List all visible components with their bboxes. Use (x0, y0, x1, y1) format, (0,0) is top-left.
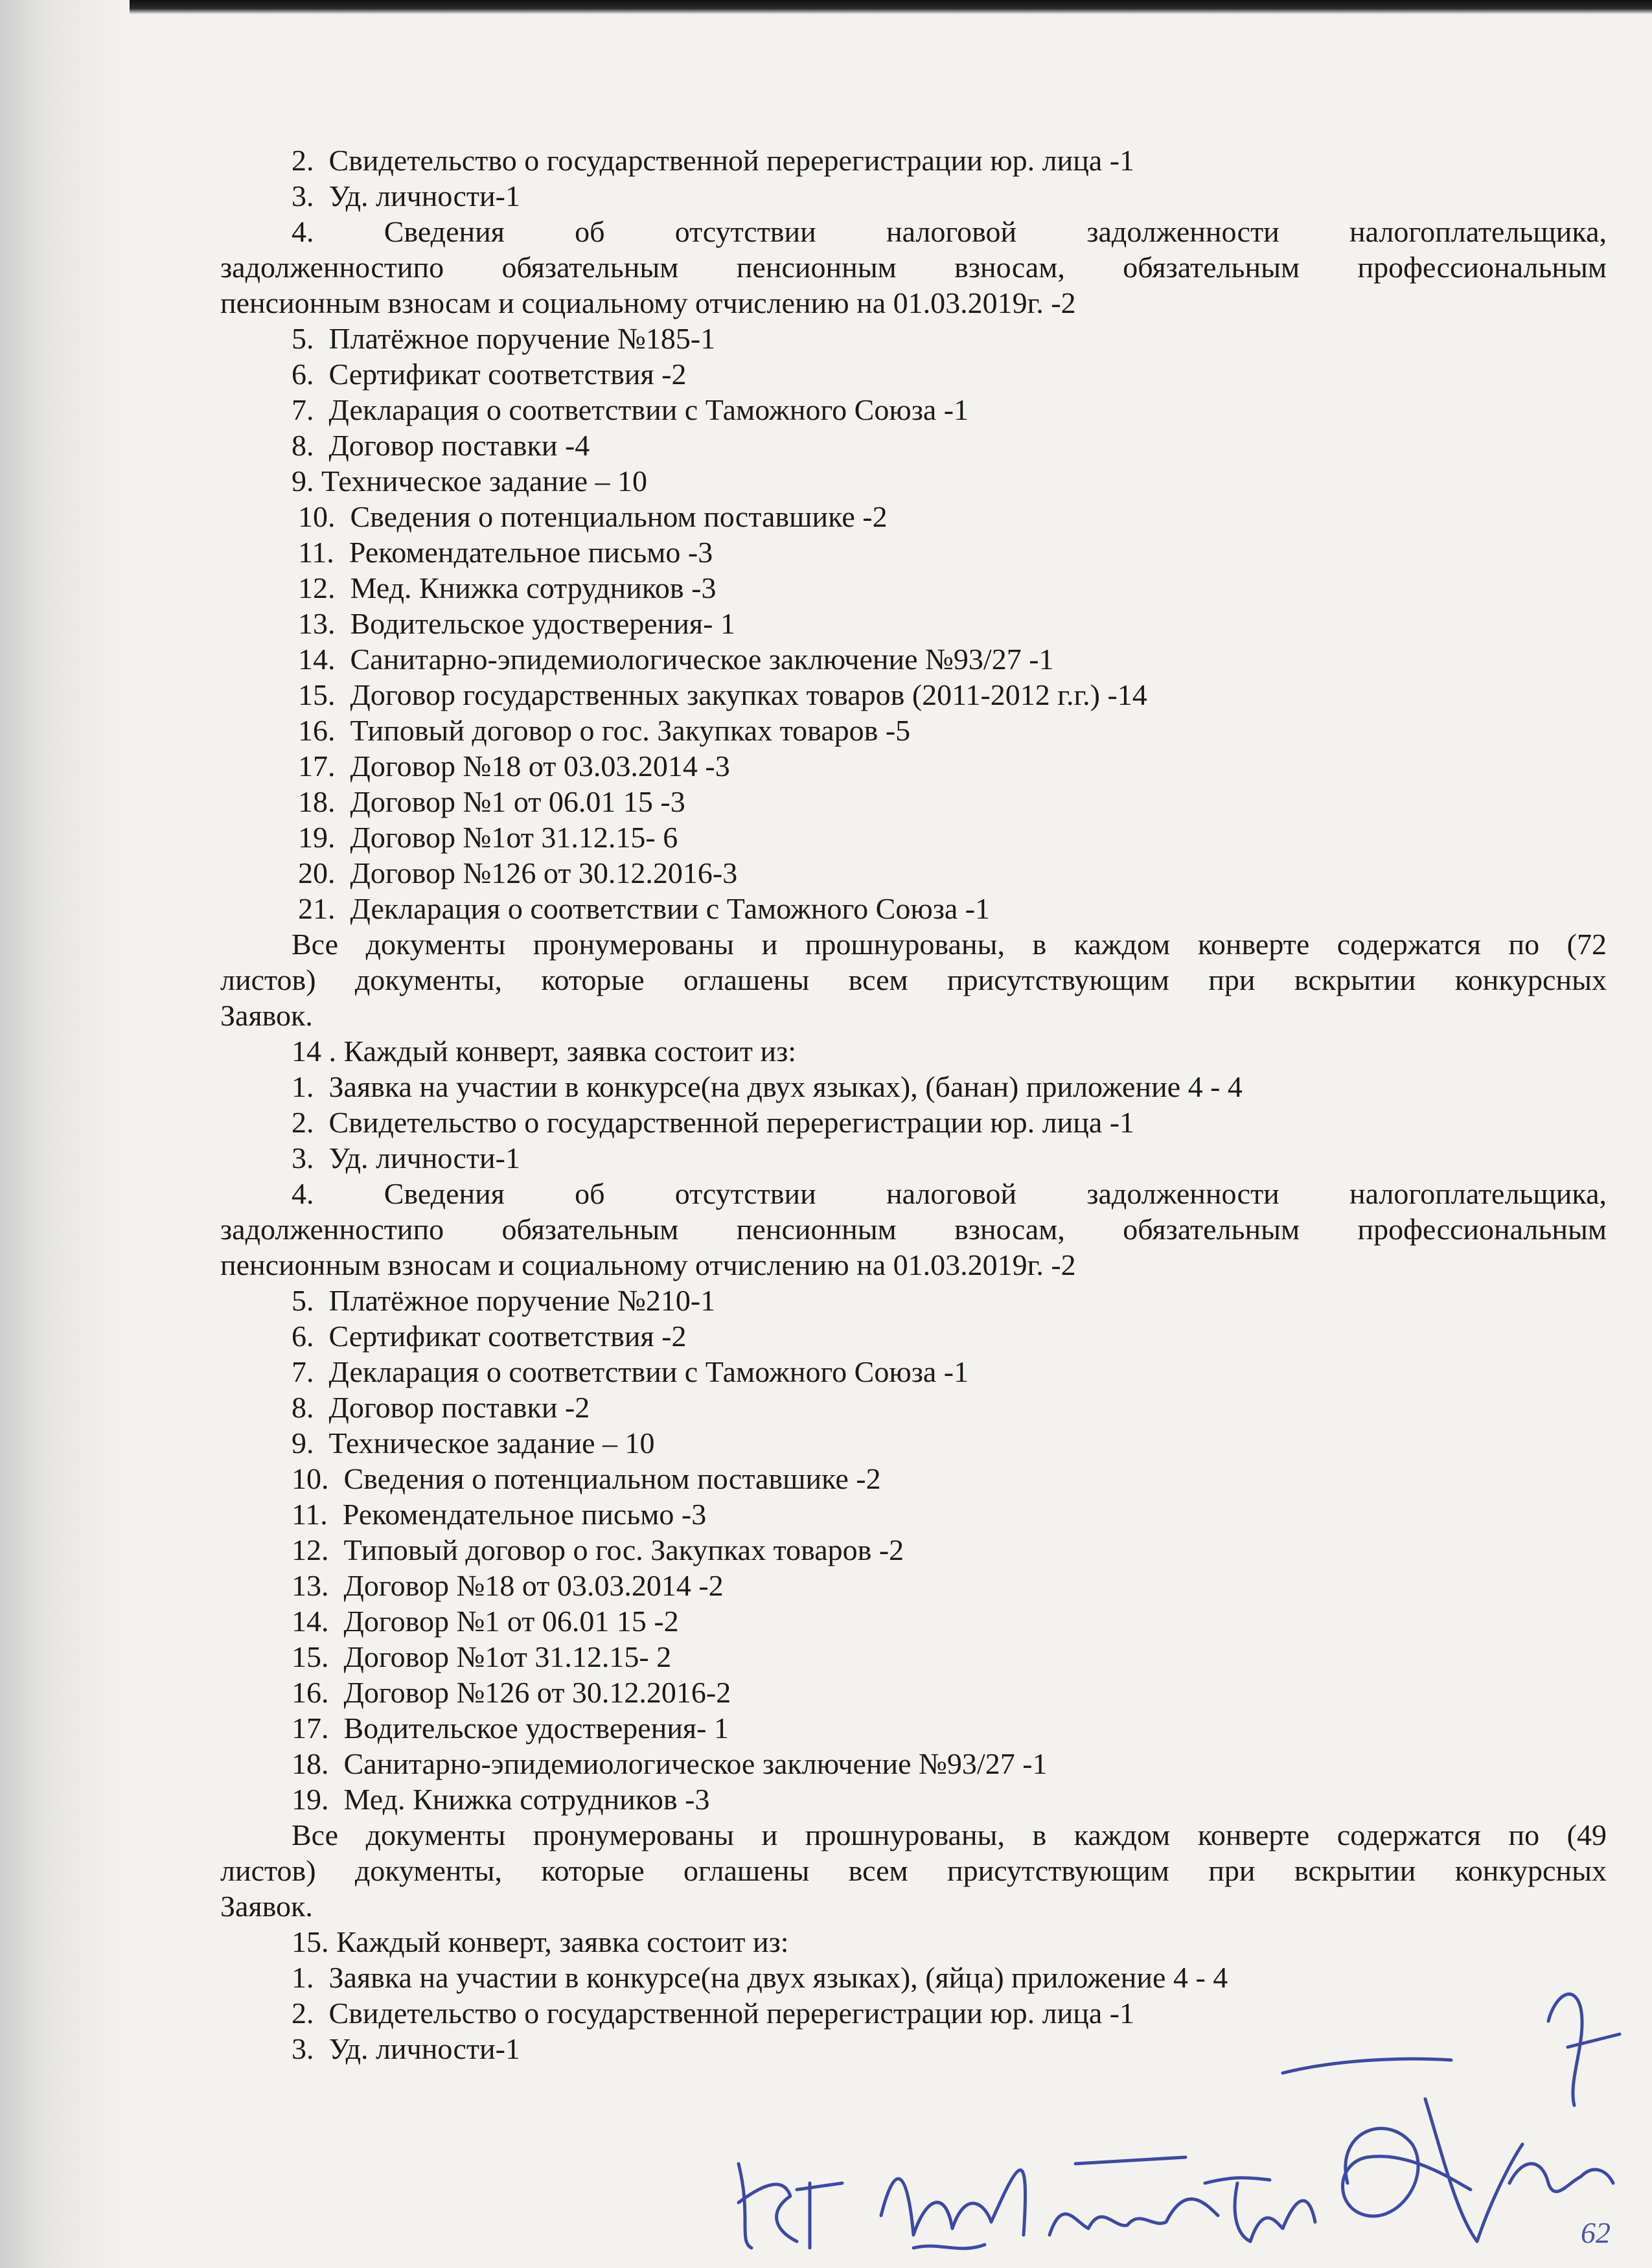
list-item: 7. Декларация о соответствии с Таможного Союза -1 (292, 393, 969, 426)
list-item: 10. Сведения о потенциальном поставшике -2 (298, 500, 888, 533)
list-item: 12. Типовый договор о гос. Закупках товаров -2 (292, 1533, 904, 1566)
list-item: 10. Сведения о потенциальном поставшике -2 (292, 1462, 881, 1495)
list-item: 19. Договор №1от 31.12.15- 6 (298, 821, 678, 854)
list-item: 4. Сведения об отсутствии налоговой задолженности налогоплательщика, (292, 215, 1607, 248)
list-item: 2. Свидетельство о государственной перерегистрации юр. лица -1 (292, 1106, 1135, 1139)
paragraph-line: задолженностипо обязательным пенсионным взносам, обязательным профессиональным (220, 251, 1607, 284)
paragraph-line: Все документы пронумерованы и прошнурованы, в каждом конверте содержатся по (72 (292, 928, 1607, 961)
list-item: 5. Платёжное поручение №210-1 (292, 1284, 716, 1317)
document-body (220, 143, 1607, 2067)
list-item: 15. Договор №1от 31.12.15- 2 (292, 1640, 672, 1673)
list-item: 14. Договор №1 от 06.01 15 -2 (292, 1605, 679, 1638)
scan-top-edge (0, 0, 1652, 14)
section-heading: 15. Каждый конверт, заявка состоит из: (292, 1925, 789, 1958)
paragraph-line: пенсионным взносам и социальному отчислению на 01.03.2019г. -2 (220, 286, 1076, 319)
paragraph-line: листов) документы, которые оглашены всем присутствующим при вскрытии конкурсных (220, 1854, 1607, 1887)
list-item: 7. Декларация о соответствии с Таможного Союза -1 (292, 1355, 969, 1388)
list-item: 2. Свидетельство о государственной перерегистрации юр. лица -1 (292, 144, 1135, 177)
list-item: 3. Уд. личности-1 (292, 1141, 520, 1174)
paragraph-line: листов) документы, которые оглашены всем присутствующим при вскрытии конкурсных (220, 963, 1607, 996)
list-item: 5. Платёжное поручение №185-1 (292, 322, 716, 355)
list-item: 6. Сертификат соответствия -2 (292, 1320, 687, 1353)
list-item: 14. Санитарно-эпидемиологическое заключение №93/27 -1 (298, 643, 1054, 676)
page-number: 62 (1581, 2216, 1611, 2249)
list-item: 3. Уд. личности-1 (292, 179, 520, 212)
list-item: 19. Мед. Книжка сотрудников -3 (292, 1783, 710, 1816)
list-item: 8. Договор поставки -4 (292, 429, 590, 462)
paragraph-line: Все документы пронумерованы и прошнурованы, в каждом конверте содержатся по (49 (292, 1818, 1607, 1851)
list-item: 3. Уд. личности-1 (292, 2032, 520, 2065)
list-item: 9. Техническое задание – 10 (292, 464, 648, 498)
section-heading: 14 . Каждый конверт, заявка состоит из: (292, 1035, 797, 1068)
list-item: 11. Рекомендательное письмо -3 (292, 1498, 707, 1531)
list-item: 16. Типовый договор о гос. Закупках товаров -5 (298, 714, 911, 747)
list-item: 21. Декларация о соответствии с Таможного Союза -1 (298, 892, 991, 925)
list-item: 13. Водительское удостверения- 1 (298, 607, 735, 640)
paragraph-line: Заявок. (220, 1890, 313, 1923)
paragraph-line: пенсионным взносам и социальному отчислению на 01.03.2019г. -2 (220, 1248, 1076, 1281)
list-item: 12. Мед. Книжка сотрудников -3 (298, 571, 717, 604)
list-item: 11. Рекомендательное письмо -3 (298, 536, 713, 569)
list-item: 17. Водительское удостверения- 1 (292, 1712, 729, 1745)
list-item: 4. Сведения об отсутствии налоговой задолженности налогоплательщика, (292, 1177, 1607, 1210)
list-item: 1. Заявка на участии в конкурсе(на двух языках), (банан) приложение 4 - 4 (292, 1070, 1243, 1103)
list-item: 2. Свидетельство о государственной перерегистрации юр. лица -1 (292, 1997, 1135, 2030)
list-item: 18. Договор №1 от 06.01 15 -3 (298, 785, 685, 818)
list-item: 15. Договор государственных закупках товаров (2011-2012 г.г.) -14 (298, 678, 1147, 711)
list-item: 8. Договор поставки -2 (292, 1391, 590, 1424)
list-item: 6. Сертификат соответствия -2 (292, 358, 687, 391)
list-item: 9. Техническое задание – 10 (292, 1426, 655, 1460)
list-item: 20. Договор №126 от 30.12.2016-3 (298, 856, 738, 889)
list-item: 13. Договор №18 от 03.03.2014 -2 (292, 1569, 724, 1602)
paragraph-line: задолженностипо обязательным пенсионным взносам, обязательным профессиональным (220, 1213, 1607, 1246)
handwritten-signatures (713, 1969, 1646, 2267)
list-item: 1. Заявка на участии в конкурсе(на двух языках), (яйца) приложение 4 - 4 (292, 1961, 1228, 1994)
list-item: 18. Санитарно-эпидемиологическое заключение №93/27 -1 (292, 1747, 1048, 1780)
list-item: 17. Договор №18 от 03.03.2014 -3 (298, 750, 730, 783)
paragraph-line: Заявок. (220, 999, 313, 1032)
list-item: 16. Договор №126 от 30.12.2016-2 (292, 1676, 731, 1709)
binding-gutter (0, 0, 130, 2268)
